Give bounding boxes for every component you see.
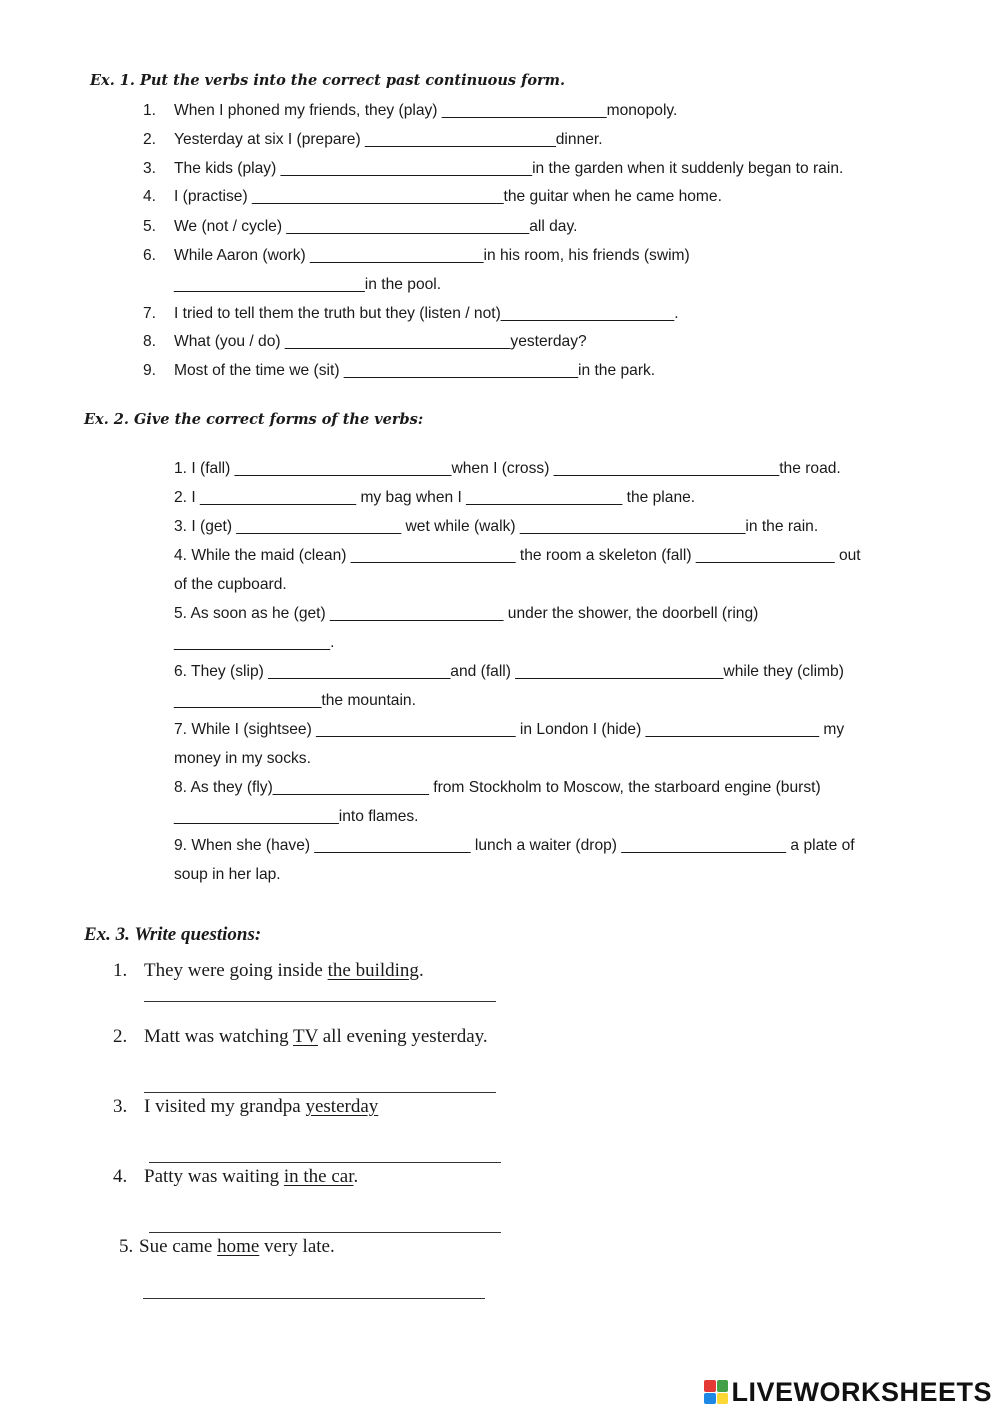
answer-line[interactable] <box>149 1162 501 1163</box>
ex2-line: __________________. <box>174 634 335 651</box>
ex2-line: soup in her lap. <box>174 866 281 883</box>
answer-line[interactable] <box>144 1092 496 1093</box>
ex2-line: 3. I (get) ___________________ wet while (walk) __________________________in the rain. <box>174 518 819 535</box>
ex1-item: The kids (play) _____________________________in the garden when it suddenly began to rain. <box>174 160 844 177</box>
answer-line[interactable] <box>143 1298 485 1299</box>
underlined-phrase: TV <box>293 1026 318 1047</box>
ex3-title: Ex. 3. Write questions: <box>84 924 262 945</box>
ex2-line: 4. While the maid (clean) ___________________ the room a skeleton (fall) ________________ out <box>174 547 861 564</box>
ex2-line: 8. As they (fly)__________________ from Stockholm to Moscow, the starboard engine (burst) <box>174 779 821 796</box>
ex2-line: 7. While I (sightsee) _______________________ in London I (hide) ____________________ my <box>174 721 845 738</box>
ex1-item-continuation: ______________________in the pool. <box>174 276 442 293</box>
ex2-line: 2. I __________________ my bag when I __________________ the plane. <box>174 489 696 506</box>
ex1-item-number: 5. <box>143 218 157 235</box>
ex1-item-number: 6. <box>143 247 157 264</box>
ex3-sentence: Matt was watching TV all evening yesterday. <box>144 1026 488 1047</box>
ex1-item: What (you / do) __________________________yesterday? <box>174 333 587 350</box>
ex1-item-number: 7. <box>143 305 157 322</box>
liveworksheets-logo[interactable] <box>704 1377 992 1407</box>
ex1-item-number: 4. <box>143 188 157 205</box>
ex2-line: 6. They (slip) _____________________and (fall) ________________________while they (climb) <box>174 663 844 680</box>
ex3-sentence: They were going inside the building. <box>144 960 424 981</box>
ex2-line: of the cupboard. <box>174 576 287 593</box>
ex1-item: While Aaron (work) ____________________in his room, his friends (swim) <box>174 247 690 264</box>
ex2-line: _________________the mountain. <box>174 692 416 709</box>
ex1-item: I tried to tell them the truth but they (listen / not)____________________. <box>174 305 679 322</box>
ex3-item-number: 3. <box>113 1096 128 1117</box>
ex1-item: Most of the time we (sit) ___________________________in the park. <box>174 362 656 379</box>
ex1-item-number: 8. <box>143 333 157 350</box>
ex1-item-number: 9. <box>143 362 157 379</box>
ex1-item-number: 1. <box>143 102 157 119</box>
underlined-phrase: home <box>217 1236 260 1257</box>
ex3-sentence: Sue came home very late. <box>139 1236 335 1257</box>
ex2-line: money in my socks. <box>174 750 311 767</box>
ex1-item: We (not / cycle) ____________________________all day. <box>174 218 578 235</box>
ex3-sentence: Patty was waiting in the car. <box>144 1166 359 1187</box>
liveworksheets-logo-icon <box>704 1380 728 1404</box>
ex3-sentence: I visited my grandpa yesterday <box>144 1096 379 1117</box>
ex3-item-number: 5. <box>119 1236 134 1257</box>
answer-line[interactable] <box>144 1001 496 1002</box>
underlined-phrase: in the car <box>283 1166 354 1187</box>
underlined-phrase: the building <box>327 960 419 981</box>
ex2-line: 1. I (fall) _________________________when I (cross) __________________________the road. <box>174 460 841 477</box>
ex2-line: ___________________into flames. <box>174 808 419 825</box>
ex1-item: I (practise) _____________________________the guitar when he came home. <box>174 188 722 205</box>
ex1-title: Ex. 1. Put the verbs into the correct past continuous form. <box>90 72 566 89</box>
ex1-item-number: 2. <box>143 131 157 148</box>
ex2-line: 5. As soon as he (get) ____________________ under the shower, the doorbell (ring) <box>174 605 759 622</box>
ex1-item-number: 3. <box>143 160 157 177</box>
ex2-title: Ex. 2. Give the correct forms of the verbs: <box>84 411 424 428</box>
ex3-item-number: 1. <box>113 960 128 981</box>
ex1-item: Yesterday at six I (prepare) ______________________dinner. <box>174 131 603 148</box>
ex3-item-number: 4. <box>113 1166 128 1187</box>
underlined-phrase: yesterday <box>305 1096 379 1117</box>
ex2-line: 9. When she (have) __________________ lunch a waiter (drop) ___________________ a plate of <box>174 837 855 854</box>
ex3-item-number: 2. <box>113 1026 128 1047</box>
ex1-item: When I phoned my friends, they (play) ___________________monopoly. <box>174 102 678 119</box>
logo-text: LIVEWORKSHEETS <box>731 1376 992 1407</box>
answer-line[interactable] <box>149 1232 501 1233</box>
